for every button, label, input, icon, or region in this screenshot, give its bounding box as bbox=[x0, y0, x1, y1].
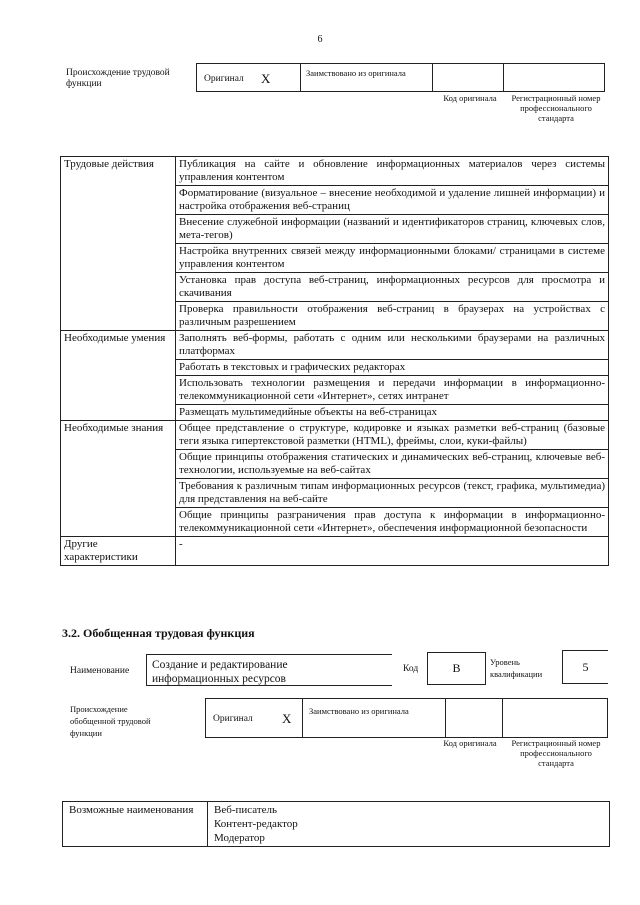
borrowed-cell bbox=[300, 64, 432, 91]
code-original-caption: Код оригинала bbox=[443, 93, 497, 103]
code-original-cell bbox=[445, 699, 501, 737]
list-item: Проверка правильности отображения веб-страниц в браузерах на устройствах с различным разрешением bbox=[176, 302, 609, 331]
origin-original: Оригинал bbox=[213, 714, 253, 724]
list-item: Общее представление о структуре, кодировке и языках разметки веб-страниц (базовые теги языка гипертекстовой разметки (HTML), фреймы, слои, куки-файлы) bbox=[176, 421, 609, 450]
code-value: B bbox=[427, 652, 486, 685]
list-item: Установка прав доступа веб-страниц, информационных ресурсов для просмотра и скачивания bbox=[176, 273, 609, 302]
list-item: Работать в текстовых и графических редакторах bbox=[176, 360, 609, 376]
table-row bbox=[61, 331, 609, 360]
reg-number-caption: Регистрационный номер профессионального стандарта bbox=[511, 738, 601, 768]
row-label-knowledge: Необходимые знания bbox=[61, 421, 176, 537]
possible-names-list bbox=[208, 802, 610, 847]
name-value: Создание и редактирование информационных ресурсов bbox=[152, 659, 288, 685]
list-item: Контент-редактор bbox=[214, 818, 298, 830]
origin-box bbox=[196, 63, 605, 92]
origin-original: Оригинал bbox=[204, 74, 244, 84]
row-label-other: Другие характеристики bbox=[61, 537, 176, 566]
code-original-caption: Код оригинала bbox=[443, 738, 497, 748]
list-item: Общие принципы отображения статических и динамических веб-страниц, ключевые веб-технологии, используемые на веб-сайтах bbox=[176, 450, 609, 479]
list-item: Модератор bbox=[214, 832, 265, 844]
borrowed-label: Заимствовано из оригинала bbox=[306, 68, 406, 78]
origin-label: Происхождение трудовой функции bbox=[66, 68, 170, 89]
borrowed-label: Заимствовано из оригинала bbox=[309, 706, 409, 716]
list-item: Размещать мультимедийные объекты на веб-страницах bbox=[176, 405, 609, 421]
list-item: Публикация на сайте и обновление информационных материалов через системы управления контентом bbox=[176, 157, 609, 186]
origin-generalized-label: Происхождение обобщенной трудовой функции bbox=[70, 704, 151, 738]
list-item: Заполнять веб-формы, работать с одним или несколькими браузерами на различных платформах bbox=[176, 331, 609, 360]
row-label-skills: Необходимые умения bbox=[61, 331, 176, 421]
possible-names-label: Возможные наименования bbox=[63, 802, 208, 847]
table-row bbox=[61, 421, 609, 450]
page-number: 6 bbox=[317, 34, 323, 45]
code-label: Код bbox=[403, 664, 419, 674]
list-item: - bbox=[176, 537, 609, 566]
list-item: Внесение служебной информации (названий и идентификаторов страниц, ключевых слов, мета-тегов) bbox=[176, 215, 609, 244]
reg-number-caption: Регистрационный номер профессионального стандарта bbox=[511, 93, 601, 123]
table-row bbox=[63, 802, 610, 847]
level-label: Уровень квалификации bbox=[490, 657, 543, 679]
list-item: Форматирование (визуальное – внесение необходимой и удаление лишней информации) и настройка отображения веб-страниц bbox=[176, 186, 609, 215]
origin-mark: X bbox=[261, 71, 271, 86]
name-label: Наименование bbox=[70, 666, 130, 676]
labor-function-table bbox=[60, 156, 609, 566]
table-row bbox=[61, 157, 609, 186]
row-label-actions: Трудовые действия bbox=[61, 157, 176, 331]
table-row bbox=[61, 537, 609, 566]
code-original-cell bbox=[432, 64, 503, 91]
borrowed-cell bbox=[302, 699, 441, 737]
list-item: Настройка внутренних связей между информационными блоками/ страницами в системе управления контентом bbox=[176, 244, 609, 273]
reg-number-cell bbox=[503, 64, 605, 91]
origin-mark: X bbox=[282, 711, 292, 726]
section-title: 3.2. Обобщенная трудовая функция bbox=[62, 626, 255, 640]
name-value-box bbox=[146, 654, 392, 686]
list-item: Общие принципы разграничения прав доступа к информации в информационно-телекоммуникационной сети «Интернет», обеспечения информационной безопасности bbox=[176, 508, 609, 537]
list-item: Веб-писатель bbox=[214, 804, 278, 816]
list-item: Требования к различным типам информационных ресурсов (текст, графика, мультимедиа) для представления на веб-сайте bbox=[176, 479, 609, 508]
possible-names-table bbox=[62, 801, 610, 847]
reg-number-cell bbox=[502, 699, 608, 737]
level-value: 5 bbox=[562, 650, 608, 684]
list-item: Использовать технологии размещения и передачи информации в информационно-телекоммуникационной сети «Интернет», сетях интранет bbox=[176, 376, 609, 405]
origin-generalized-box bbox=[205, 698, 608, 738]
